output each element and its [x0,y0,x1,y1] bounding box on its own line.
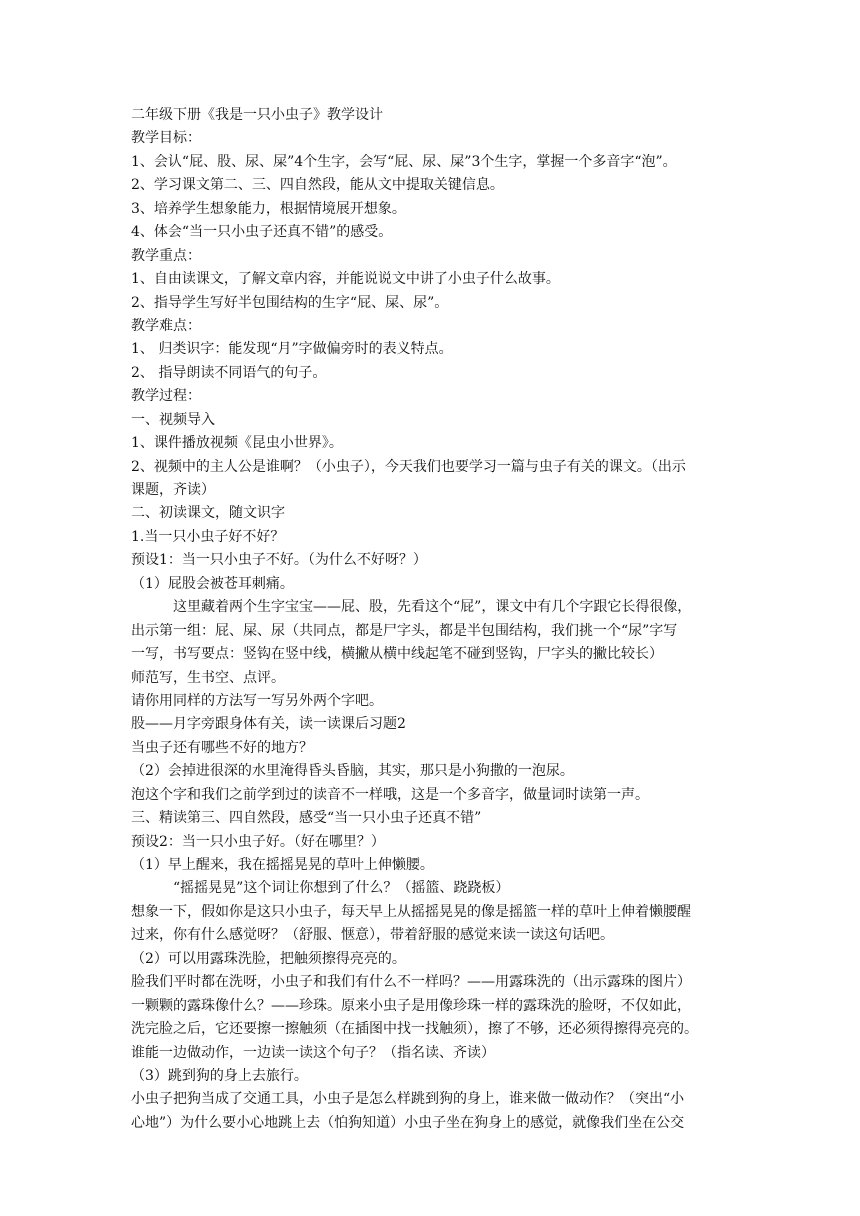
objective-item: 3、培养学生想象能力，根据情境展开想象。 [131,200,406,217]
paragraph-line: （2）可以用露珠洗脸，把触须擦得亮亮的。 [131,950,406,967]
paragraph-line: 心地”）为什么要小心地跳上去（怕狗知道）小虫子坐在狗身上的感觉，就像我们坐在公交 [131,1114,685,1131]
paragraph-line: 1、课件播放视频《昆虫小世界》。 [131,435,343,452]
paragraph-line: 泡这个字和我们之前学到过的读音不一样哦，这是一个多音字，做量词时读第一声。 [131,786,649,803]
paragraph-line: 2、视频中的主人公是谁啊？（小虫子），今天我们也要学习一篇与虫子有关的课文。（出示 [131,458,686,475]
paragraph-line: （1）早上醒来，我在摇摇晃晃的草叶上伸懒腰。 [131,857,434,873]
section-heading-key-points: 教学重点： [131,247,201,264]
paragraph-line: 小虫子把狗当成了交通工具，小虫子是怎么样跳到狗的身上，谁来做一做动作？（突出“小 [131,1091,685,1108]
paragraph-line: 当虫子还有哪些不好的地方？ [131,739,313,756]
paragraph-line: 预设2：当一只小虫子好。（好在哪里？） [131,833,385,850]
paragraph-line: 预设1：当一只小虫子不好。（为什么不好呀？） [131,552,427,569]
key-point-item: 2、指导学生写好半包围结构的生字“屁、屎、尿”。 [131,294,449,311]
section-heading-objectives: 教学目标： [131,130,201,147]
objective-item: 4、体会“当一只小虫子还真不错”的感受。 [131,224,393,241]
paragraph-line: “摇摇晃晃”这个词让你想到了什么？（摇篮、跷跷板） [173,880,510,897]
paragraph-line: 请你用同样的方法写一写另外两个字吧。 [131,692,383,709]
paragraph-line: 一颗颗的露珠像什么？——珍珠。原来小虫子是用像珍珠一样的露珠洗的脸呀，不仅如此， [131,997,691,1014]
paragraph-line: 课题，齐读） [131,482,215,498]
paragraph-line: 谁能一边做动作，一边读一读这个句子？（指名读、齐读） [131,1044,495,1061]
paragraph-line: 师范写，生书空、点评。 [131,669,285,686]
paragraph-line: （1）屁股会被苍耳刺痛。 [131,575,294,592]
process-step-heading: 三、精读第三、四自然段，感受“当一只小虫子还真不错” [131,810,482,827]
document-title: 二年级下册《我是一只小虫子》教学设计 [131,107,383,123]
paragraph-line: 一写，书写要点：竖钩在竖中线，横撇从横中线起笔不碰到竖钩，尸字头的撇比较长） [131,646,663,663]
paragraph-line: 出示第一组：屁、屎、尿（共同点，都是尸字头，都是半包围结构，我们挑一个“尿”字写 [131,622,678,639]
key-point-item: 1、自由读课文，了解文章内容，并能说说文中讲了小虫子什么故事。 [131,271,560,288]
document-page [131,104,731,1135]
difficulty-item: 1、 归类识字：能发现“月”字做偏旁时的表义特点。 [131,341,453,358]
process-step-heading: 二、初读课文，随文识字 [131,505,285,522]
paragraph-line: 过来，你有什么感觉呀？（舒服、惬意），带着舒服的感觉来读一读这句话吧。 [131,927,614,944]
paragraph-line: 脸我们平时都在洗呀，小虫子和我们有什么不一样吗？——用露珠洗的（出示露珠的图片） [131,974,691,991]
section-heading-process: 教学过程： [131,388,201,405]
objective-item: 1、会认“屁、股、尿、屎”4个生字，会写“屁、尿、屎”3个生字，掌握一个多音字“泡”。 [131,153,677,170]
paragraph-line: 股——月字旁跟身体有关，读一读课后习题2 [131,716,406,733]
paragraph-line: 这里藏着两个生字宝宝——屁、股，先看这个“屁”，课文中有几个字跟它长得很像， [173,599,692,616]
paragraph-line: 洗完脸之后，它还要擦一擦触须（在插图中找一找触须），擦了不够，还必须得擦得亮亮的。 [131,1021,698,1038]
objective-item: 2、学习课文第二、三、四自然段，能从文中提取关键信息。 [131,177,504,194]
section-heading-difficulties: 教学难点： [131,317,201,334]
process-step-heading: 一、视频导入 [131,411,215,428]
paragraph-line: 想象一下，假如你是这只小虫子，每天早上从摇摇晃晃的像是摇篮一样的草叶上伸着懒腰醒 [131,903,691,920]
difficulty-item: 2、 指导朗读不同语气的句子。 [131,364,327,381]
paragraph-line: 1.当一只小虫子好不好？ [131,528,285,545]
paragraph-line: （3）跳到狗的身上去旅行。 [131,1067,308,1084]
paragraph-line: （2）会掉进很深的水里淹得昏头昏脑，其实，那只是小狗撒的一泡尿。 [131,763,574,780]
